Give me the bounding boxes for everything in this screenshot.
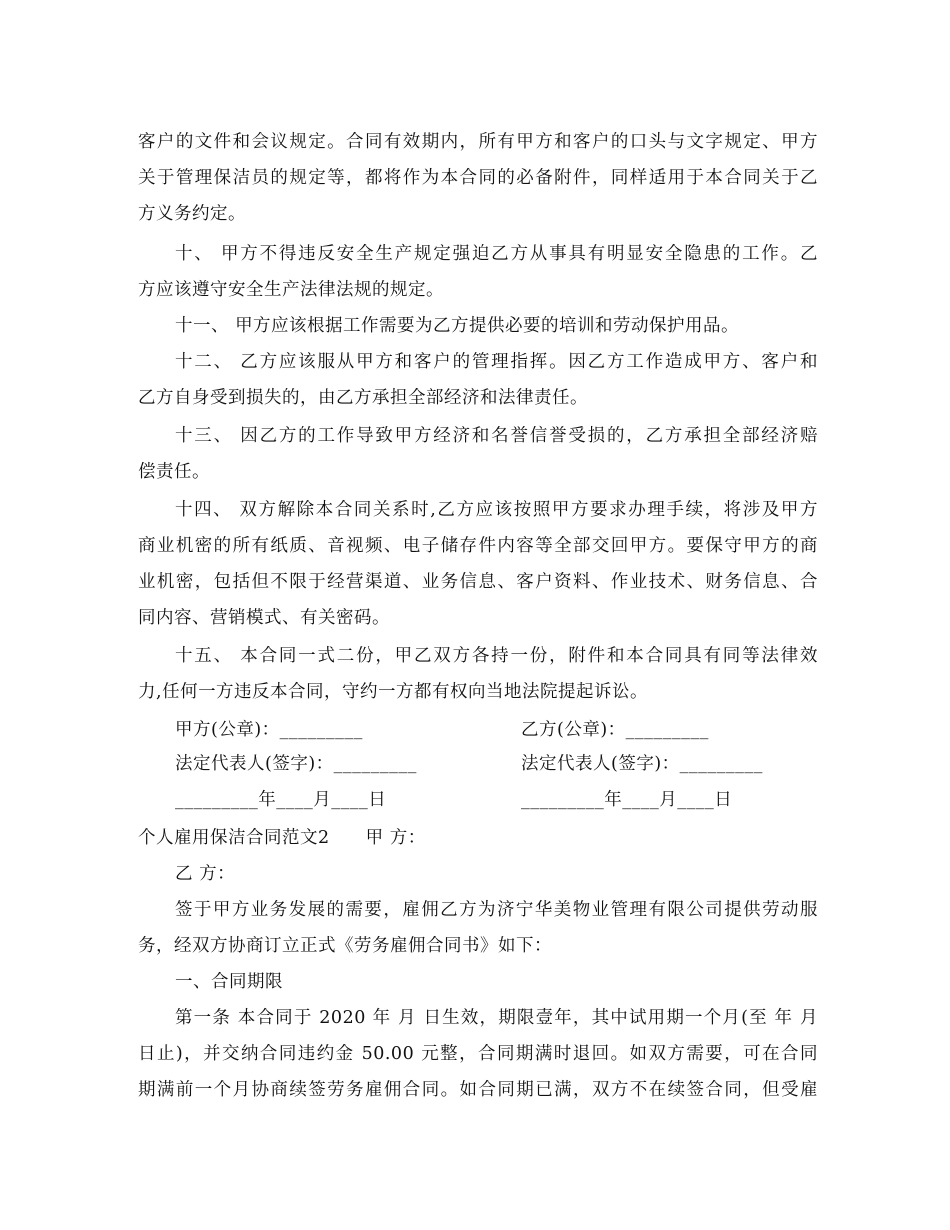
clause-10-line: 方应该遵守安全生产法律法规的规定。 — [138, 280, 444, 300]
party-a-seal-field: 甲方(公章)：_________ — [175, 720, 363, 740]
party-b-representative-field: 法定代表人(签字)：_________ — [521, 754, 763, 774]
clause-11-line: 十一、 甲方应该根据工作需要为乙方提供必要的培训和劳动保护用品。 — [175, 316, 740, 336]
party-b-label: 乙 方： — [175, 864, 236, 884]
section-heading: 一、合同期限 — [175, 972, 283, 992]
clause-14-line: 商业机密的所有纸质、音视频、电子储存件内容等全部交回甲方。要保守甲方的商 — [138, 536, 818, 556]
party-b-seal-field: 乙方(公章)：_________ — [521, 720, 709, 740]
clause-14-line: 同内容、营销模式、有关密码。 — [138, 608, 390, 628]
clause-14-line: 业机密，包括但不限于经营渠道、业务信息、客户资料、作业技术、财务信息、合 — [138, 572, 818, 592]
article-1-line: 第一条 本合同于 2020 年 月 日生效，期限壹年，其中试用期一个月(至 年 月 — [175, 1008, 818, 1028]
clause-13-line: 偿责任。 — [138, 462, 210, 482]
clause-14-line: 十四、 双方解除本合同关系时,乙方应该按照甲方要求办理手续，将涉及甲方 — [175, 500, 818, 520]
clause-15-line: 十五、 本合同一式二份，甲乙双方各持一份，附件和本合同具有同等法律效 — [175, 646, 818, 666]
clause-12-line: 乙方自身受到损失的，由乙方承担全部经济和法律责任。 — [138, 388, 588, 408]
paragraph-line: 关于管理保洁员的规定等，都将作为本合同的必备附件，同样适用于本合同关于乙 — [138, 168, 818, 188]
clause-10-line: 十、 甲方不得违反安全生产规定强迫乙方从事具有明显安全隐患的工作。乙 — [175, 244, 818, 264]
clause-13-line: 十三、 因乙方的工作导致甲方经济和名誉信誉受损的，乙方承担全部经济赔 — [175, 426, 818, 446]
intro-line: 务，经双方协商订立正式《劳务雇佣合同书》如下： — [138, 936, 552, 956]
paragraph-line: 方义务约定。 — [138, 204, 246, 224]
intro-line: 签于甲方业务发展的需要，雇佣乙方为济宁华美物业管理有限公司提供劳动服 — [175, 900, 818, 920]
party-a-representative-field: 法定代表人(签字)：_________ — [175, 754, 417, 774]
party-b-date-field: _________年____月____日 — [521, 790, 733, 810]
clause-12-line: 十二、 乙方应该服从甲方和客户的管理指挥。因乙方工作造成甲方、客户和 — [175, 352, 818, 372]
clause-15-line: 力,任何一方违反本合同，守约一方都有权向当地法院提起诉讼。 — [138, 682, 649, 702]
article-1-line: 日止)，并交纳合同违约金 50.00 元整，合同期满时退回。如双方需要，可在合同 — [138, 1044, 818, 1064]
party-a-date-field: _________年____月____日 — [175, 790, 387, 810]
section-2-title: 个人雇用保洁合同范文2 甲 方： — [138, 828, 426, 848]
article-1-line: 期满前一个月协商续签劳务雇佣合同。如合同期已满，双方不在续签合同，但受雇 — [138, 1080, 818, 1100]
paragraph-line: 客户的文件和会议规定。合同有效期内，所有甲方和客户的口头与文字规定、甲方 — [138, 132, 818, 152]
